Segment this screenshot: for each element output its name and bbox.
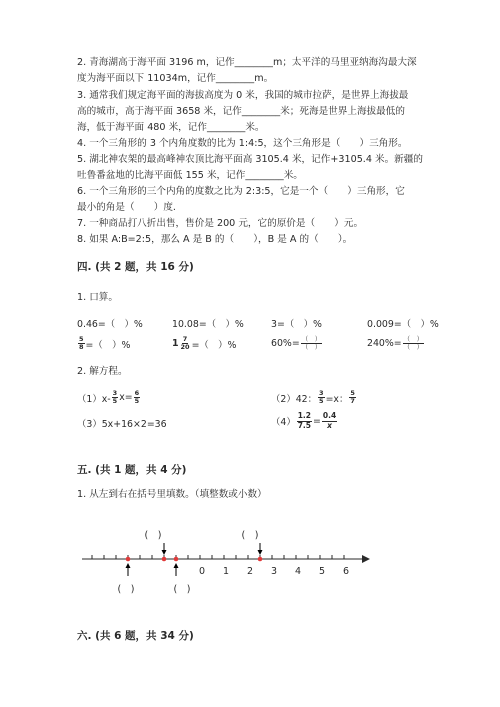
oral-calc-item: 0.46=（ ）% xyxy=(77,319,143,330)
section-heading: 六. (共 6 题，共 34 分) xyxy=(77,630,194,642)
equation-2: （2）42： $\frac{3}{5}$ =x： $\frac{5}{7}$ xyxy=(271,389,355,405)
tick-label: 2 xyxy=(246,566,254,577)
number-point xyxy=(174,557,179,562)
tick-label: 4 xyxy=(294,566,302,577)
fraction: $\frac{1.2}{7.5}$ xyxy=(297,411,312,430)
arrow-head-icon xyxy=(174,563,179,568)
fraction: $\frac{6}{5}$ xyxy=(134,389,140,405)
oral-calc-item: 0.009=（ ）% xyxy=(367,319,439,330)
answer-blank: ( ) xyxy=(173,584,191,595)
axis-arrow-icon xyxy=(362,555,370,563)
question-line: 度为海平面以下 11034m，记作________m。 xyxy=(77,73,274,84)
oral-calc-item: $\frac{5}{8}$ =（ ）% xyxy=(79,335,131,351)
arrow-head-icon xyxy=(126,563,131,568)
section-heading: 四. (共 2 题，共 16 分) xyxy=(77,261,194,273)
question-line: 6. 一个三角形的三个内角的度数之比为 2:3:5，它是一个（ ）三角形，它 xyxy=(77,186,405,197)
question-line: 海，低于海平面 480 米，记作________米。 xyxy=(77,122,265,133)
oral-calc-item: 10.08=（ ）% xyxy=(172,319,244,330)
fraction: $\frac{( )}{( )}$ xyxy=(301,335,322,351)
fraction: $\frac{0.4}{x}$ xyxy=(322,411,337,430)
fraction: $\frac{5}{7}$ xyxy=(350,389,355,405)
tick-label: 6 xyxy=(342,566,350,577)
tick-label: 5 xyxy=(318,566,326,577)
number-point xyxy=(258,557,263,562)
tick-label: 1 xyxy=(222,566,230,577)
oral-calc-item: 240%= $\frac{( )}{( )}$ xyxy=(367,335,424,351)
equation-3: （3）5x+16×2=36 xyxy=(77,419,167,430)
question-line: 8. 如果 A:B=2:5，那么 A 是 B 的（ ），B 是 A 的（ ）。 xyxy=(77,234,353,245)
question-line: 2. 青海湖高于海平面 3196 m，记作________m；太平洋的马里亚纳海沟最大深 xyxy=(77,57,417,68)
arrow-head-icon xyxy=(258,550,263,555)
oral-calc-item: 3=（ ）% xyxy=(271,319,322,330)
tick-label: 3 xyxy=(270,566,278,577)
fraction: $\frac{5}{8}$ xyxy=(79,335,84,351)
question-title: 2. 解方程。 xyxy=(77,366,128,377)
equation-4: （4） $\frac{1.2}{7.5}$ = $\frac{0.4}{x}$ xyxy=(271,411,337,430)
number-point xyxy=(126,557,131,562)
question-line: 7. 一种商品打八折出售，售价是 200 元，它的原价是（ ）元。 xyxy=(77,218,364,229)
question-line: 吐鲁番盆地的比海平面低 155 米，记作________米。 xyxy=(77,170,303,181)
fraction: $\frac{( )}{( )}$ xyxy=(403,335,424,351)
answer-blank: ( ) xyxy=(144,530,162,541)
number-point xyxy=(162,557,167,562)
question-line: 最小的角是（ ）度. xyxy=(77,202,176,213)
answer-blank: ( ) xyxy=(117,584,135,595)
oral-calc-item: 60%= $\frac{( )}{( )}$ xyxy=(271,335,322,351)
question-line: 3. 通常我们规定海平面的海拔高度为 0 米，我国的城市拉萨，是世界上海拔最 xyxy=(77,90,409,101)
fraction: $\frac{7}{20}$ xyxy=(180,335,190,351)
question-line: 5. 湖北神农架的最高峰神农顶比海平面高 3105.4 米，记作+3105.4 米。新疆的 xyxy=(77,154,423,165)
tick-group xyxy=(92,555,349,577)
section-heading: 五. (共 1 题，共 4 分) xyxy=(77,464,187,476)
question-title: 1. 口算。 xyxy=(77,292,118,303)
answer-blank: ( ) xyxy=(241,530,259,541)
fraction: $\frac{3}{5}$ xyxy=(319,389,324,405)
mark-group xyxy=(118,530,263,595)
tick-label: 0 xyxy=(198,566,206,577)
arrow-head-icon xyxy=(162,550,167,555)
fraction: $\frac{3}{5}$ xyxy=(112,389,118,405)
question-title: 1. 从左到右在括号里填数。（填整数或小数） xyxy=(77,489,267,500)
question-line: 高的城市，高于海平面 3658 米，记作________米；死海是世界上海拔最低的 xyxy=(77,106,405,117)
question-line: 4. 一个三角形的 3 个内角度数的比为 1:4:5，这个三角形是（ ）三角形。 xyxy=(77,138,408,149)
oral-calc-item: 1 $\frac{7}{20}$ =（ ）% xyxy=(172,335,237,351)
equation-1: （1）x- $\frac{3}{5}$ x= $\frac{6}{5}$ xyxy=(77,389,140,405)
